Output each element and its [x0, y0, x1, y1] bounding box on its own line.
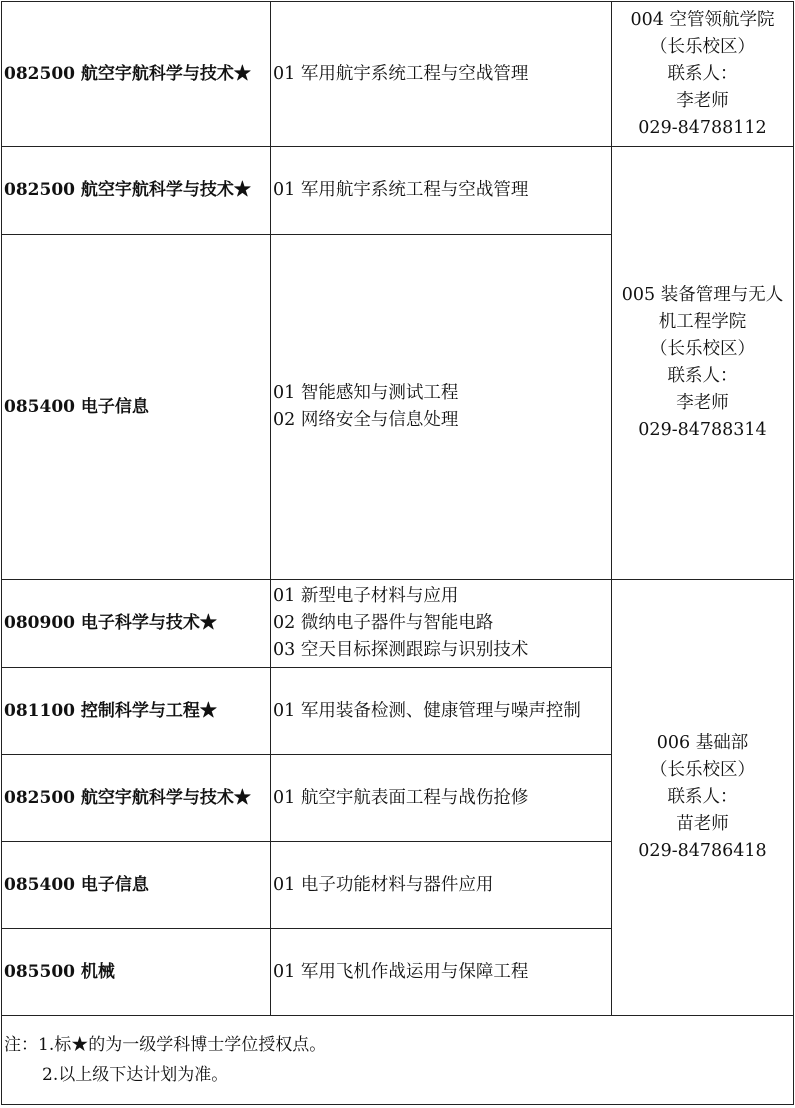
- direction-cell: [271, 929, 612, 1016]
- department-campus: （长乐校区）: [650, 760, 755, 780]
- table-row: [2, 147, 794, 235]
- program-table: [1, 1, 794, 1105]
- direction-cell: [271, 842, 612, 929]
- major-cell: 085500 机械: [2, 929, 271, 1016]
- table-row: [2, 2, 794, 147]
- department-campus: （长乐校区）: [650, 36, 755, 57]
- direction-item: 01 航空宇航表面工程与战伤抢修: [273, 787, 529, 808]
- department-campus: （长乐校区）: [650, 339, 755, 359]
- table-row: [2, 580, 794, 668]
- contact-person: 苗老师: [676, 814, 729, 834]
- department-cell: [612, 147, 794, 580]
- direction-cell: [271, 668, 612, 755]
- department-cell: [612, 2, 794, 147]
- note-row: [2, 1016, 794, 1105]
- contact-label: 联系人：: [667, 63, 738, 84]
- contact-phone: 029-84788112: [638, 117, 767, 138]
- major-cell: 082500 航空宇航科学与技术★: [2, 147, 271, 235]
- note-cell: [2, 1016, 794, 1105]
- direction-cell: [271, 235, 612, 580]
- department-name: 006 基础部: [656, 733, 749, 753]
- note-line-1: [4, 1030, 793, 1060]
- direction-item: 01 军用飞机作战运用与保障工程: [273, 961, 529, 982]
- note-prefix: 注：: [4, 1035, 38, 1055]
- direction-cell: [271, 755, 612, 842]
- major-cell: 082500 航空宇航科学与技术★: [2, 755, 271, 842]
- contact-phone: 029-84788314: [638, 420, 767, 440]
- major-cell: 082500 航空宇航科学与技术★: [2, 2, 271, 147]
- direction-item: 01 军用航宇系统工程与空战管理: [273, 63, 529, 84]
- direction-item: 01 新型电子材料与应用: [273, 586, 459, 606]
- direction-item: 01 军用装备检测、健康管理与噪声控制: [273, 700, 581, 721]
- contact-person: 李老师: [676, 90, 729, 111]
- note-line-2: 2.以上级下达计划为准。: [42, 1065, 229, 1085]
- contact-label: 联系人：: [667, 787, 738, 807]
- direction-item: 02 微纳电子器件与智能电路: [273, 613, 494, 633]
- department-cell: [612, 580, 794, 1016]
- major-cell: 081100 控制科学与工程★: [2, 668, 271, 755]
- direction-cell: [271, 2, 612, 147]
- direction-cell: [271, 147, 612, 235]
- major-cell: 080900 电子科学与技术★: [2, 580, 271, 668]
- contact-label: 联系人：: [667, 366, 738, 386]
- department-name: 005 装备管理与无人: [621, 285, 784, 305]
- major-cell: 085400 电子信息: [2, 842, 271, 929]
- direction-item: 01 智能感知与测试工程: [273, 383, 459, 403]
- note-text-1: 1.标★的为一级学科博士学位授权点。: [38, 1035, 327, 1055]
- department-name: 004 空管领航学院: [630, 9, 775, 30]
- direction-item: 01 军用航宇系统工程与空战管理: [273, 180, 529, 200]
- contact-phone: 029-84786418: [638, 841, 767, 861]
- major-cell: 085400 电子信息: [2, 235, 271, 580]
- direction-item: 01 电子功能材料与器件应用: [273, 874, 494, 895]
- department-name-cont: 机工程学院: [658, 312, 747, 332]
- direction-item: 02 网络安全与信息处理: [273, 410, 459, 430]
- direction-cell: [271, 580, 612, 668]
- direction-item: 03 空天目标探测跟踪与识别技术: [273, 640, 529, 660]
- contact-person: 李老师: [676, 393, 729, 413]
